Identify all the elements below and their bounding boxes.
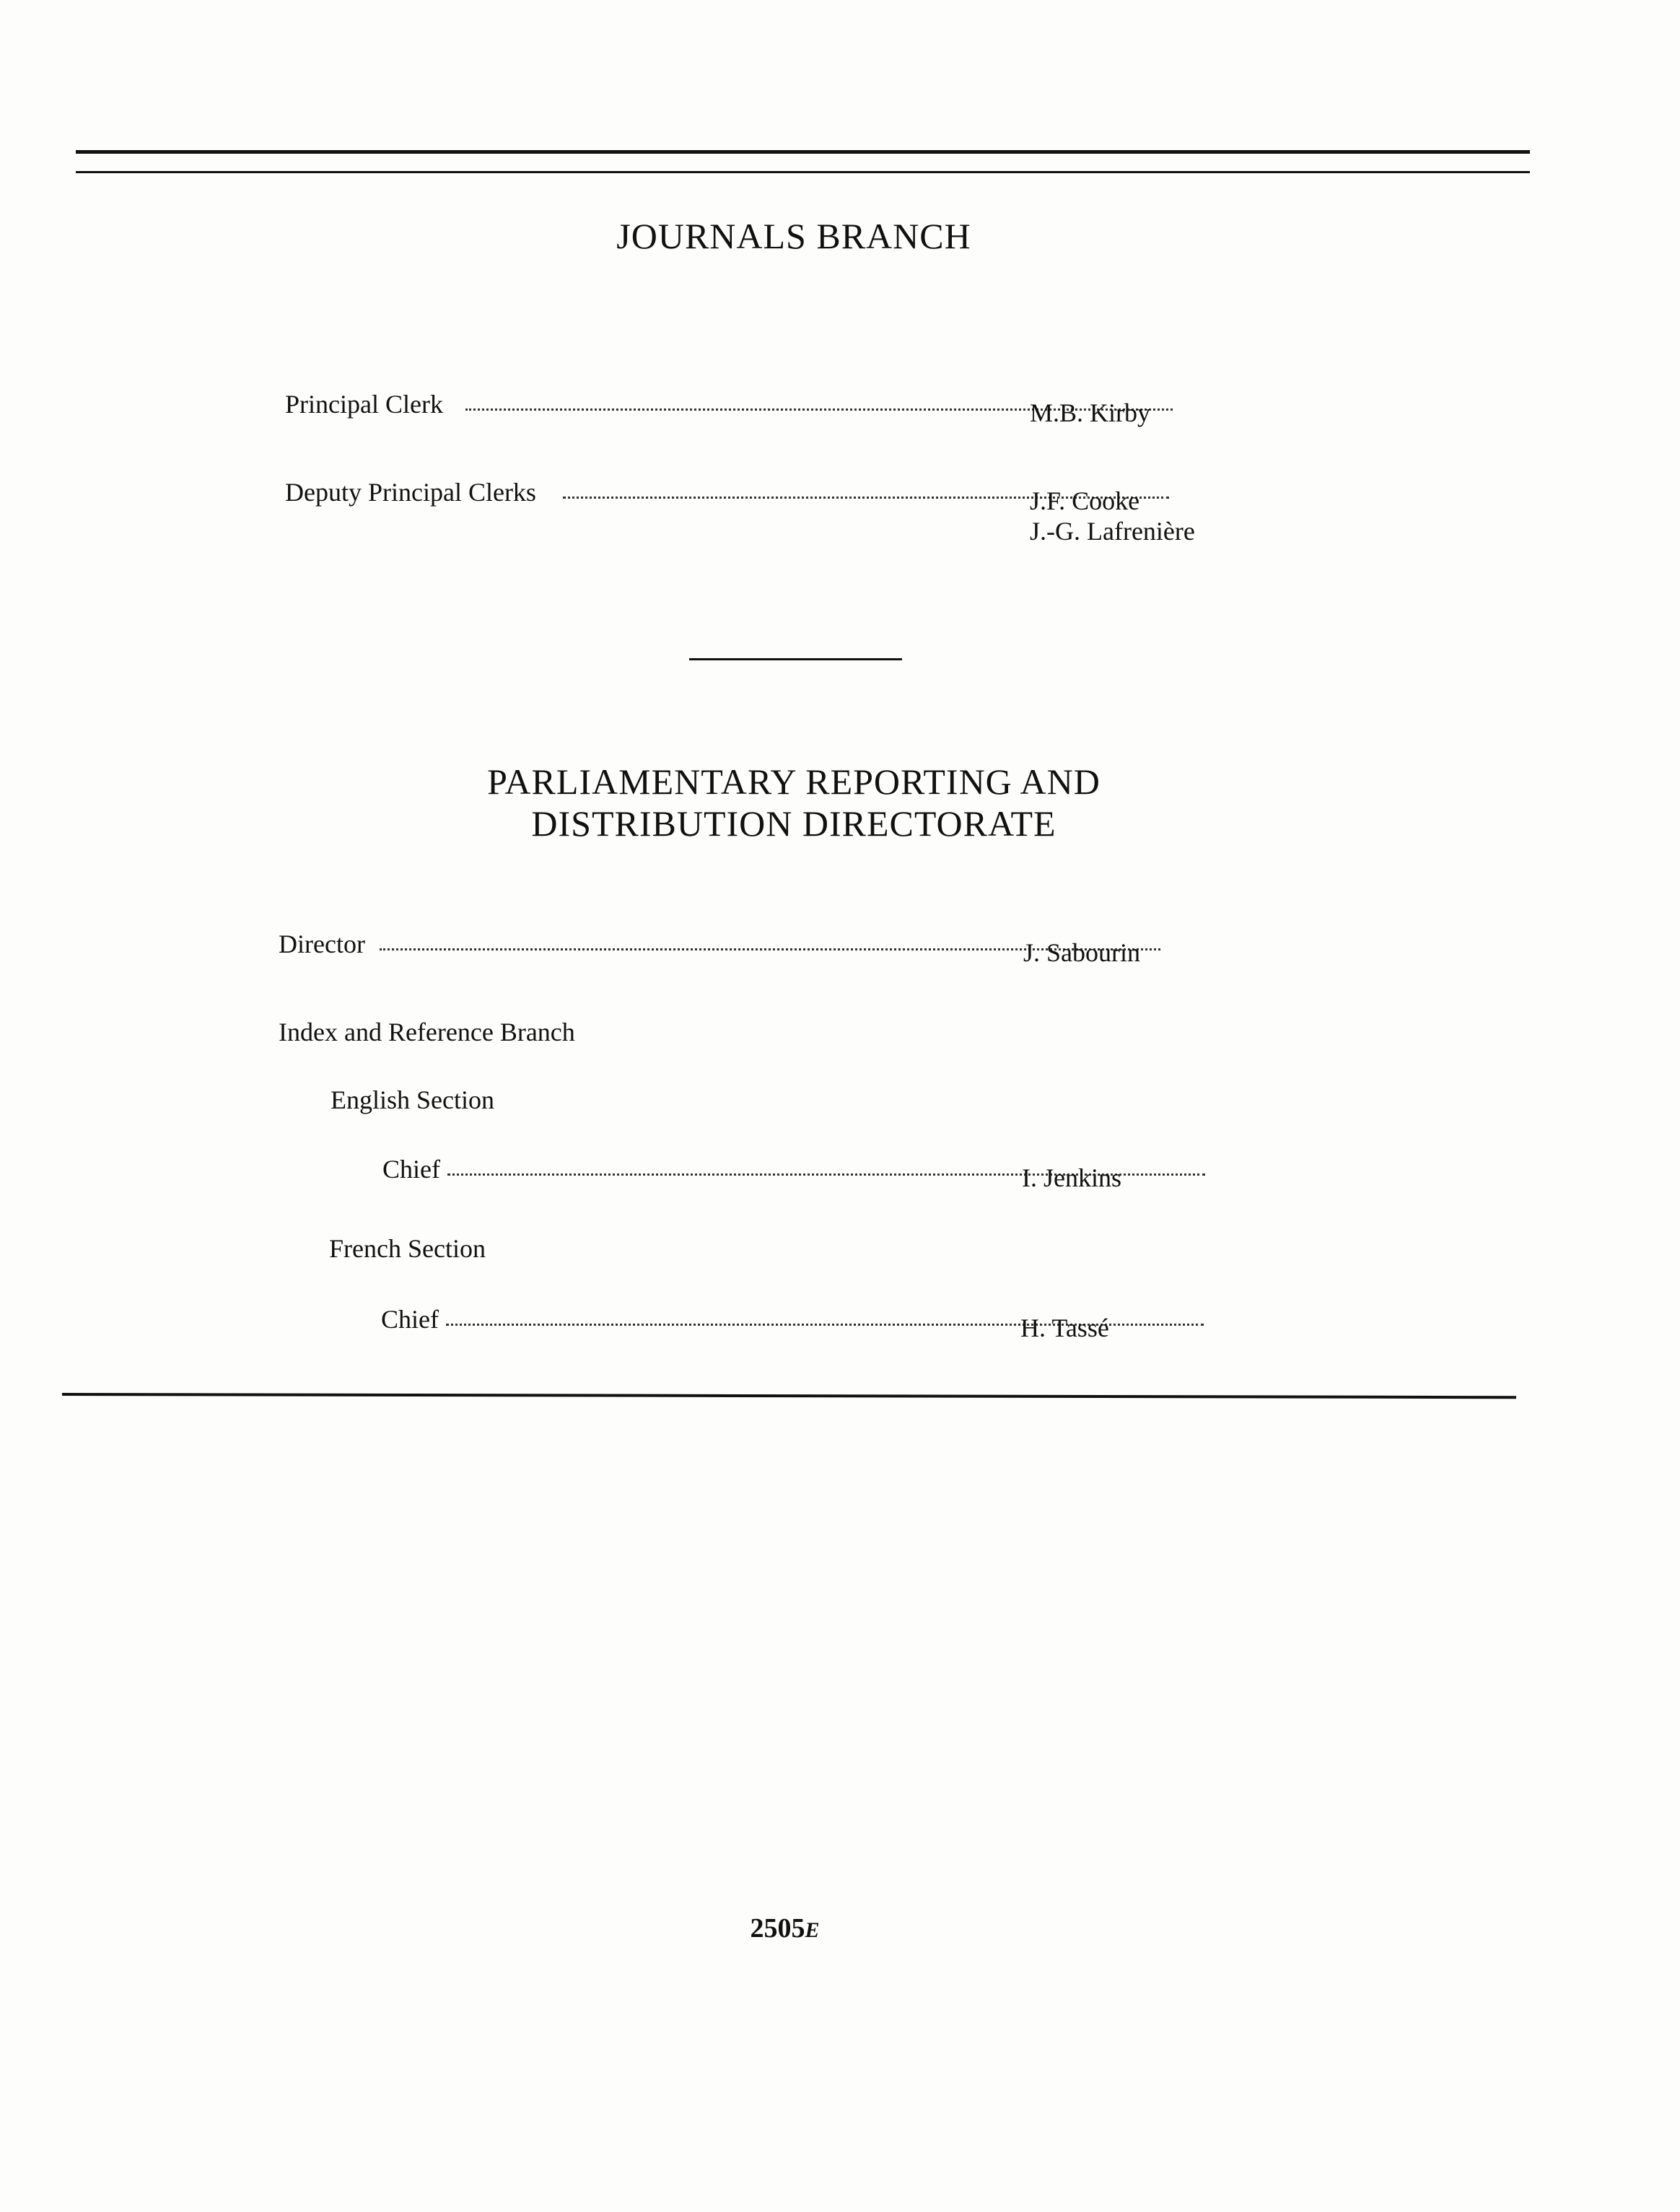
french-chief-row <box>381 1303 1319 1342</box>
journals-branch-title: JOURNALS BRANCH <box>616 216 971 256</box>
principal-clerk-label: Principal Clerk <box>285 390 443 419</box>
top-rule-lower <box>76 171 1530 173</box>
directorate-title-line-2: DISTRIBUTION DIRECTORATE <box>531 803 1056 844</box>
french-section-label: French Section <box>329 1234 486 1263</box>
french-chief-name: H. Tassé <box>1020 1313 1109 1342</box>
english-chief-label: Chief <box>382 1155 440 1184</box>
french-chief-label: Chief <box>381 1305 439 1334</box>
directorate-title-line-1: PARLIAMENTARY REPORTING AND <box>487 761 1101 802</box>
english-section-heading <box>331 1084 494 1116</box>
page-number-suffix: E <box>805 1918 820 1942</box>
page-number-value: 2505 <box>750 1913 805 1944</box>
director-name: J. Sabourin <box>1023 938 1140 967</box>
deputy-clerks-row <box>285 476 1295 548</box>
deputy-clerks-label: Deputy Principal Clerks <box>285 478 536 507</box>
french-section-heading <box>329 1233 486 1264</box>
index-reference-branch: Index and Reference Branch <box>279 1018 575 1046</box>
principal-clerk-row <box>285 388 1295 427</box>
english-chief-name: I. Jenkins <box>1022 1163 1121 1192</box>
deputy-clerk-name-1: J.F. Cooke <box>1030 486 1140 515</box>
branch-heading <box>279 1016 575 1048</box>
principal-clerk-name: M.B. Kirby <box>1030 398 1151 427</box>
top-rule-upper <box>76 150 1530 154</box>
bottom-rule <box>62 1393 1516 1399</box>
director-label: Director <box>279 930 365 958</box>
english-chief-row <box>382 1153 1321 1192</box>
deputy-clerk-name-2: J.-G. Lafrenière <box>1030 517 1195 546</box>
page-number <box>0 1912 1570 1944</box>
english-section-label: English Section <box>331 1085 494 1114</box>
director-row <box>279 928 1289 967</box>
section-separator <box>689 658 902 660</box>
